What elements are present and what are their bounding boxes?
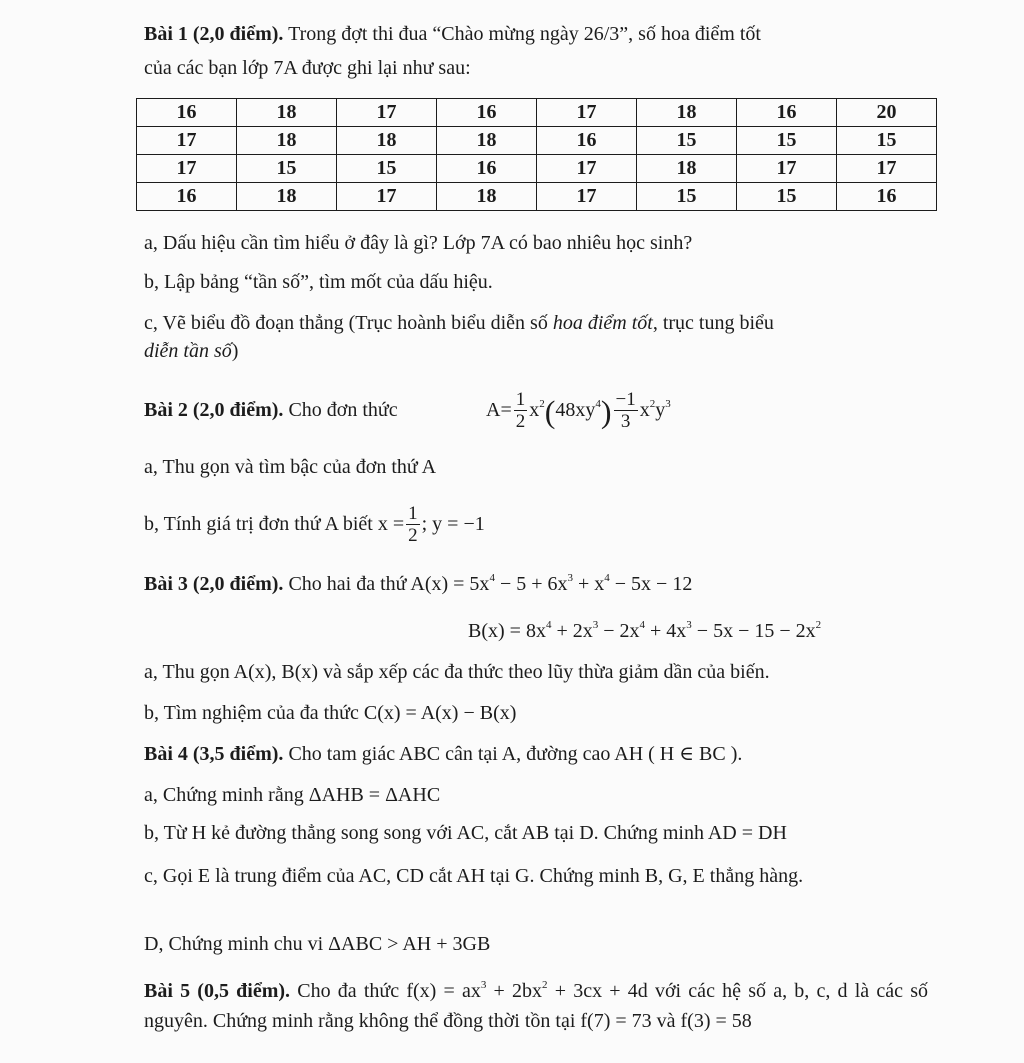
- table-cell: 16: [137, 99, 237, 127]
- pb-5: − 5x − 15 − 2x: [691, 620, 816, 642]
- exp-2: 2: [539, 398, 545, 410]
- bai5-e1: 3: [480, 979, 487, 991]
- bai2-statement: [144, 398, 398, 422]
- table-cell: 16: [837, 183, 937, 211]
- paren-content: 48xy: [555, 399, 596, 421]
- pa-e1: 4: [489, 572, 495, 584]
- var-y: y: [655, 399, 666, 421]
- exp-2b: 2: [649, 398, 656, 410]
- bai4-question-c: c, Gọi E là trung điểm của AC, CD cắt AH tại G. Chứng minh B, G, E thẳng hàng.: [144, 865, 804, 887]
- bai2-monomial: [486, 386, 671, 434]
- bai1-intro-line2: của các bạn lớp 7A được ghi lại như sau:: [144, 57, 471, 79]
- table-cell: 17: [737, 155, 837, 183]
- table-cell: 15: [637, 127, 737, 155]
- table-cell: 15: [737, 127, 837, 155]
- bai1-c-italic-2: diễn tần số: [144, 340, 232, 362]
- bai3-heading: Bài 3 (2,0 điểm).: [144, 573, 284, 595]
- table-cell: 15: [837, 127, 937, 155]
- bai3-text: Cho hai đa thứ: [283, 573, 411, 595]
- bai4-heading: Bài 4 (3,5 điểm).: [144, 743, 284, 765]
- bai1-c-text-3: ): [231, 340, 239, 362]
- exp-4: 4: [595, 398, 601, 410]
- table-cell: 17: [337, 99, 437, 127]
- bai1-heading: Bài 1 (2,0 điểm).: [144, 23, 284, 45]
- score-table-body: [137, 99, 937, 211]
- table-cell: 18: [237, 183, 337, 211]
- pb-e2: 3: [592, 619, 599, 631]
- bai3-question-a: a, Thu gọn A(x), B(x) và sắp xếp các đa thức theo lũy thừa giảm dần của biến.: [144, 661, 770, 683]
- bai1-intro-1: Trong đợt thi đua “Chào mừng ngày 26/3”, số hoa điểm tốt: [283, 23, 761, 45]
- bai1-question-a: a, Dấu hiệu cần tìm hiểu ở đây là gì? Lớp 7A có bao nhiêu học sinh?: [144, 232, 693, 254]
- bai2-heading: Bài 2 (2,0 điểm).: [144, 399, 284, 421]
- table-row: [137, 183, 937, 211]
- bai1-question-b: b, Lập bảng “tần số”, tìm mốt của dấu hiệu.: [144, 271, 493, 293]
- bai2-question-b: [144, 500, 485, 548]
- score-table: [136, 98, 937, 211]
- bai3-statement: [144, 572, 692, 596]
- table-cell: 15: [637, 183, 737, 211]
- table-cell: 16: [437, 99, 537, 127]
- bai4-statement: [144, 742, 742, 766]
- bai1-c-text-1: c, Vẽ biểu đồ đoạn thẳng (Trục hoành biểu diễn số: [144, 312, 553, 334]
- pa-e2: 3: [567, 572, 573, 584]
- bai2-b-x: x =: [377, 513, 405, 535]
- bai4-question-d: D, Chứng minh chu vi ΔABC > AH + 3GB: [144, 933, 491, 955]
- table-cell: 17: [837, 155, 937, 183]
- table-cell: 16: [137, 183, 237, 211]
- table-cell: 17: [337, 183, 437, 211]
- table-row: [137, 99, 937, 127]
- pb-4: + 4x: [645, 620, 687, 642]
- table-cell: 18: [237, 127, 337, 155]
- bai5-t1: Cho đa thức f(x) = ax: [290, 980, 481, 1002]
- pb-e1: 4: [545, 619, 552, 631]
- pa-2: − 5 + 6x: [494, 573, 568, 595]
- table-cell: 18: [637, 99, 737, 127]
- bai2-question-a: a, Thu gọn và tìm bậc của đơn thứ A: [144, 456, 437, 478]
- bai1-question-c-line2: [144, 339, 238, 363]
- paren-close: ): [600, 393, 612, 430]
- bai1-c-italic-1: hoa điểm tốt: [552, 312, 653, 334]
- bai4-question-b: b, Từ H kẻ đường thẳng song song với AC, cắt AB tại D. Chứng minh AD = DH: [144, 822, 787, 844]
- table-cell: 15: [737, 183, 837, 211]
- pb-1: B(x) = 8x: [468, 620, 546, 642]
- bfrac-den: 2: [408, 524, 418, 546]
- bai5-t2: + 2bx: [486, 980, 543, 1002]
- table-cell: 15: [337, 155, 437, 183]
- polynomial-b: [468, 619, 821, 643]
- table-cell: 18: [337, 127, 437, 155]
- bai2-b-rest: ; y = −1: [421, 513, 485, 535]
- frac2-num: −1: [615, 388, 636, 410]
- fraction-neg-one-third: [614, 390, 638, 433]
- var-x: x: [529, 399, 540, 421]
- table-row: [137, 155, 937, 183]
- bai1-c-text-2: , trục tung biểu: [652, 312, 774, 334]
- pb-2: + 2x: [551, 620, 593, 642]
- bai2-b-text: b, Tính giá trị đơn thứ A biết: [144, 513, 378, 535]
- table-cell: 17: [537, 183, 637, 211]
- pb-e5: 2: [815, 619, 822, 631]
- table-cell: 20: [837, 99, 937, 127]
- pa-e3: 4: [604, 572, 610, 584]
- bai5-e2: 2: [542, 979, 548, 991]
- polynomial-a: [410, 573, 692, 595]
- table-row: [137, 127, 937, 155]
- var-x2: x: [639, 399, 650, 421]
- bai4-text: Cho tam giác ABC cân tại A, đường cao AH ( H ∈ BC ).: [283, 743, 743, 765]
- table-cell: 16: [437, 155, 537, 183]
- table-cell: 16: [737, 99, 837, 127]
- pb-e3: 4: [639, 619, 646, 631]
- bai5-t3: + 3cx + 4d với các hệ số a, b, c, d là các số nguyên. Chứng minh rằng không thể đồng thời tồn tại f(7) = 73 và f(3) = 58: [144, 980, 928, 1032]
- frac1-den: 2: [515, 410, 526, 432]
- pb-3: − 2x: [598, 620, 640, 642]
- pa-3: + x: [573, 573, 605, 595]
- table-cell: 17: [137, 127, 237, 155]
- exp-3: 3: [665, 398, 671, 410]
- pb-e4: 3: [686, 619, 692, 631]
- bai2-text: Cho đơn thức: [283, 399, 398, 421]
- expr-a-label: A=: [486, 399, 512, 421]
- bai5-heading: Bài 5 (0,5 điểm).: [144, 980, 291, 1002]
- bai1-intro-line1: [144, 22, 761, 46]
- table-cell: 18: [637, 155, 737, 183]
- bfrac-num: 1: [408, 502, 418, 524]
- frac1-num: 1: [515, 388, 526, 410]
- table-cell: 17: [537, 99, 637, 127]
- bai5-statement: [144, 976, 928, 1036]
- bai4-question-a: a, Chứng minh rằng ΔAHB = ΔAHC: [144, 784, 441, 806]
- pa-1: A(x) = 5x: [410, 573, 490, 595]
- table-cell: 18: [237, 99, 337, 127]
- fraction-one-half: [514, 390, 528, 433]
- table-cell: 18: [437, 127, 537, 155]
- table-cell: 15: [237, 155, 337, 183]
- pa-4: − 5x − 12: [609, 573, 693, 595]
- table-cell: 18: [437, 183, 537, 211]
- frac2-den: 3: [620, 410, 631, 432]
- bai3-question-b: b, Tìm nghiệm của đa thức C(x) = A(x) − B(x): [144, 702, 517, 724]
- table-cell: 17: [537, 155, 637, 183]
- table-cell: 17: [137, 155, 237, 183]
- fraction-x-value: [406, 504, 420, 547]
- table-cell: 16: [537, 127, 637, 155]
- bai1-question-c-line1: [144, 311, 774, 335]
- paren-open: (: [544, 393, 556, 430]
